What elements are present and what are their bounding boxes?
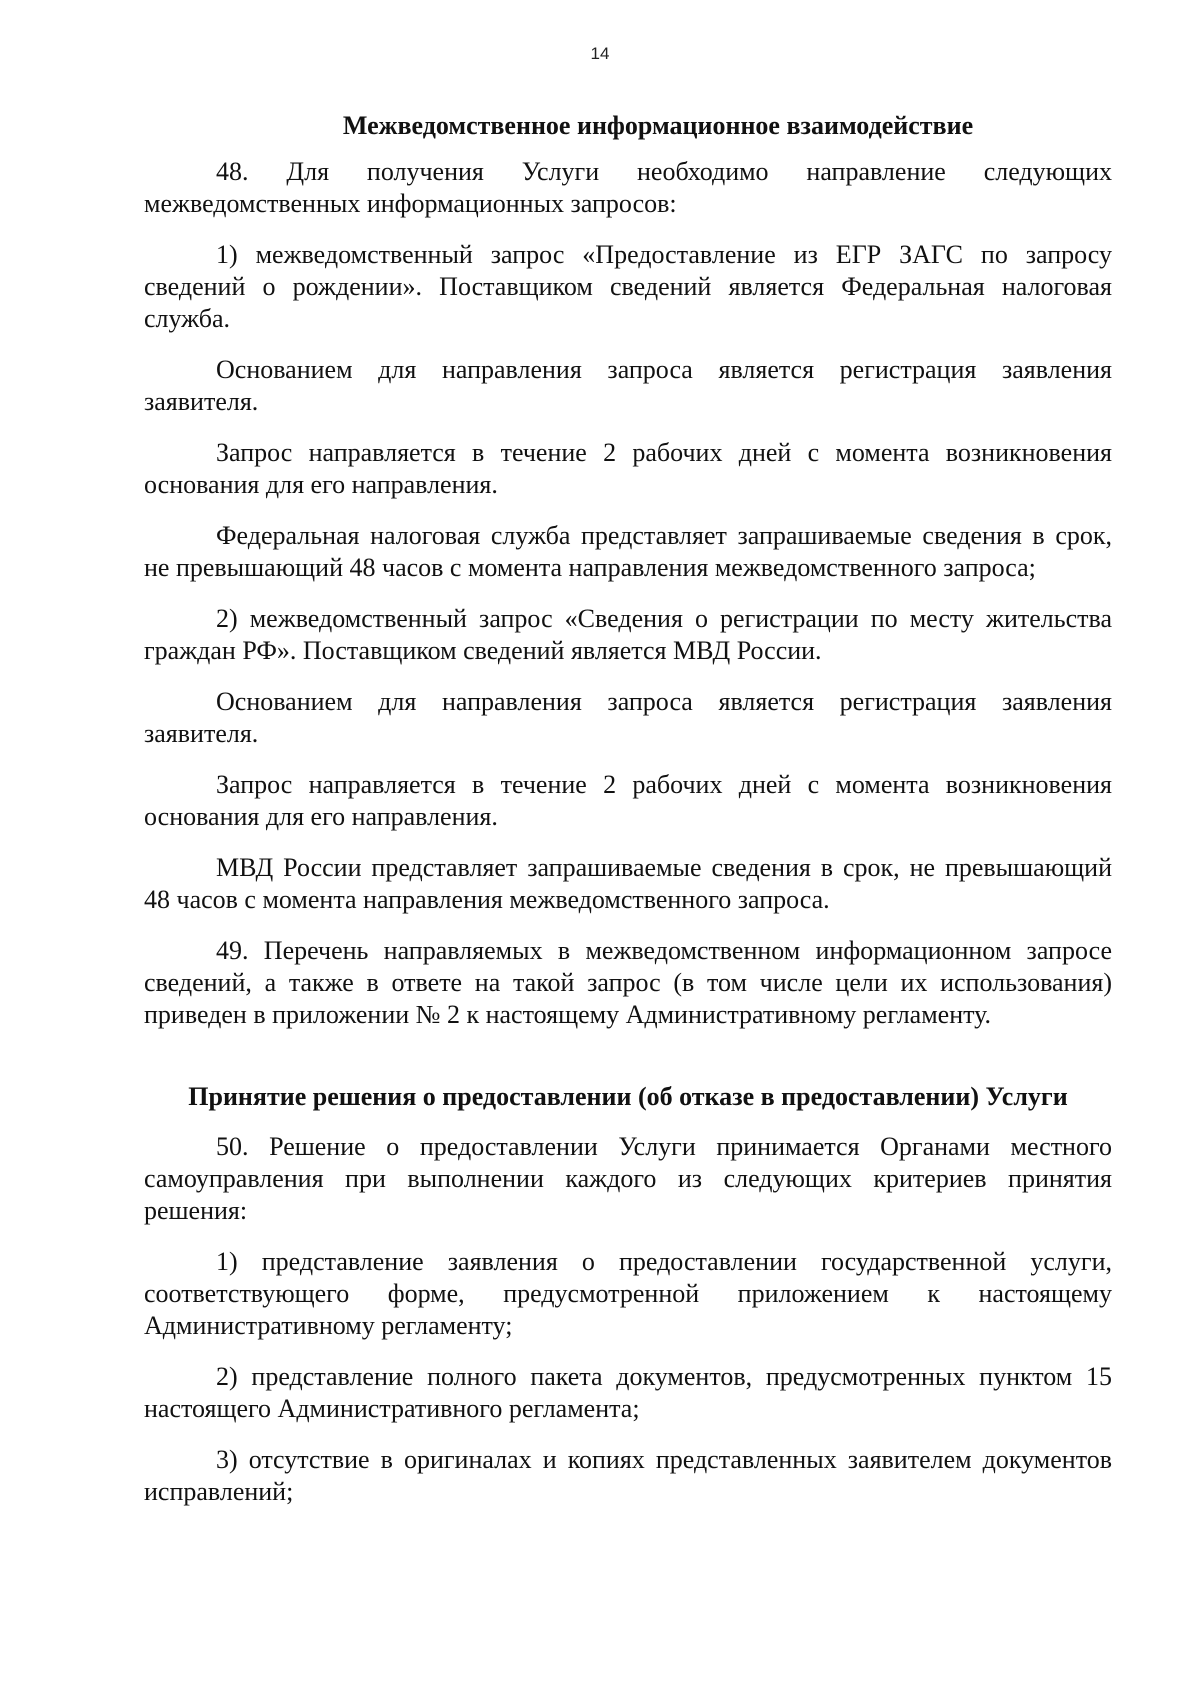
paragraph-50-item-3: 3) отсутствие в оригиналах и копиях представленных заявителем документов исправлений;	[144, 1445, 1112, 1506]
paragraph-50-item-1: 1) представление заявления о предоставлении государственной услуги, соответствующего форме, предусмотренной приложением к настоящему Административному регламенту;	[144, 1247, 1112, 1340]
paragraph-50-item-2: 2) представление полного пакета документов, предусмотренных пунктом 15 настоящего Административного регламента;	[144, 1362, 1112, 1423]
paragraph-48-item-2-basis: Основанием для направления запроса является регистрация заявления заявителя.	[144, 687, 1112, 748]
page-number: 14	[590, 44, 610, 63]
paragraph-50: 50. Решение о предоставлении Услуги принимается Органами местного самоуправления при выполнении каждого из следующих критериев принятия решения:	[144, 1132, 1112, 1225]
section-heading-interagency: Межведомственное информационное взаимодействие	[342, 111, 974, 140]
document-body	[144, 110, 1112, 1527]
paragraph-48: 48. Для получения Услуги необходимо направление следующих межведомственных информационных запросов:	[144, 157, 1112, 218]
paragraph-48-item-1-response: Федеральная налоговая служба представляет запрашиваемые сведения в срок, не превышающий 48 часов с момента направления межведомственного запроса;	[144, 521, 1112, 582]
paragraph-48-item-2: 2) межведомственный запрос «Сведения о регистрации по месту жительства граждан РФ». Поставщиком сведений является МВД России.	[144, 604, 1112, 665]
paragraph-48-item-1: 1) межведомственный запрос «Предоставление из ЕГР ЗАГС по запросу сведений о рождении». Поставщиком сведений является Федеральная налоговая служба.	[144, 240, 1112, 333]
section-heading-decision: Принятие решения о предоставлении (об отказе в предоставлении) Услуги	[188, 1082, 1068, 1111]
paragraph-48-item-2-response: МВД России представляет запрашиваемые сведения в срок, не превышающий 48 часов с момента направления межведомственного запроса.	[144, 853, 1112, 914]
paragraph-48-item-1-timing: Запрос направляется в течение 2 рабочих дней с момента возникновения основания для его направления.	[144, 438, 1112, 499]
paragraph-48-item-1-basis: Основанием для направления запроса является регистрация заявления заявителя.	[144, 355, 1112, 416]
paragraph-49: 49. Перечень направляемых в межведомственном информационном запросе сведений, а также в ответе на такой запрос (в том числе цели их использования) приведен в приложении № 2 к настоящему Административному регламенту.	[144, 936, 1112, 1029]
paragraph-48-item-2-timing: Запрос направляется в течение 2 рабочих дней с момента возникновения основания для его направления.	[144, 770, 1112, 831]
